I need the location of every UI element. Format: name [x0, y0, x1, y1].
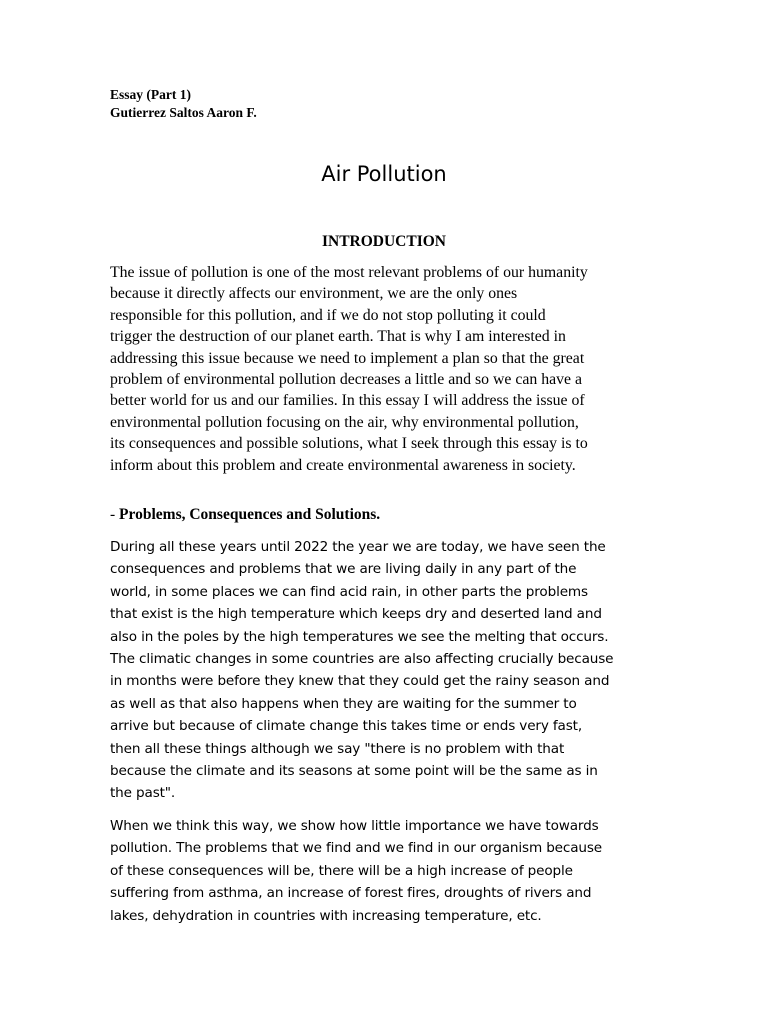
text-line: responsible for this pollution, and if we do not stop polluting it could — [110, 306, 546, 324]
text-line: its consequences and possible solutions, what I seek through this essay is to — [110, 435, 588, 453]
text-line: addressing this issue because we need to implement a plan so that the great — [110, 349, 585, 367]
text-line: The issue of pollution is one of the most relevant problems of our humanity — [110, 264, 588, 281]
text-line: During all these years until 2022 the year we are today, we have seen the — [110, 539, 606, 555]
text-line: then all these things although we say "there is no problem with that — [110, 740, 565, 757]
text-line: that exist is the high temperature which keeps dry and deserted land and — [110, 606, 602, 623]
subheading-dash: - — [110, 506, 120, 523]
text-line: because the climate and its seasons at some point will be the same as in — [110, 763, 598, 780]
text-line: When we think this way, we show how little importance we have towards — [110, 818, 599, 834]
text-line: environmental pollution focusing on the air, why environmental pollution, — [110, 413, 579, 431]
text-line: because it directly affects our environment, we are the only ones — [110, 285, 518, 303]
text-line: The climatic changes in some countries are also affecting crucially because — [110, 651, 614, 668]
text-line: inform about this problem and create environmental awareness in society. — [110, 456, 576, 474]
text-line: the past". — [110, 785, 176, 802]
section-subheading — [110, 504, 666, 526]
text-line: better world for us and our families. In this essay I will address the issue of — [110, 392, 585, 410]
text-line: suffering from asthma, an increase of forest fires, droughts of rivers and — [110, 885, 592, 902]
text-line: in months were before they knew that they could get the rainy season and — [110, 673, 610, 690]
introduction-paragraph — [110, 262, 666, 476]
essay-header — [110, 86, 257, 122]
text-line: arrive but because of climate change this takes time or ends very fast, — [110, 718, 583, 735]
text-line: also in the poles by the high temperatures we see the melting that occurs. — [110, 628, 609, 645]
text-line: lakes, dehydration in countries with increasing temperature, etc. — [110, 907, 542, 924]
text-line: trigger the destruction of our planet earth. That is why I am interested in — [110, 328, 566, 346]
author-name: Gutierrez Saltos Aaron F. — [110, 105, 257, 120]
text-line: consequences and problems that we are living daily in any part of the — [110, 561, 577, 578]
body-paragraph-1 — [110, 536, 670, 805]
text-line: as well as that also happens when they are waiting for the summer to — [110, 695, 577, 712]
introduction-heading: INTRODUCTION — [321, 233, 446, 250]
subheading-text: Problems, Consequences and Solutions. — [119, 506, 381, 523]
text-line: world, in some places we can find acid rain, in other parts the problems — [110, 583, 588, 600]
text-line: pollution. The problems that we find and we find in our organism because — [110, 840, 603, 857]
essay-part-label: Essay (Part 1) — [110, 87, 191, 102]
text-line: problem of environmental pollution decreases a little and so we can have a — [110, 371, 582, 389]
essay-title: Air Pollution — [321, 162, 447, 186]
text-line: of these consequences will be, there will be a high increase of people — [110, 862, 573, 879]
body-paragraph-2 — [110, 815, 670, 927]
